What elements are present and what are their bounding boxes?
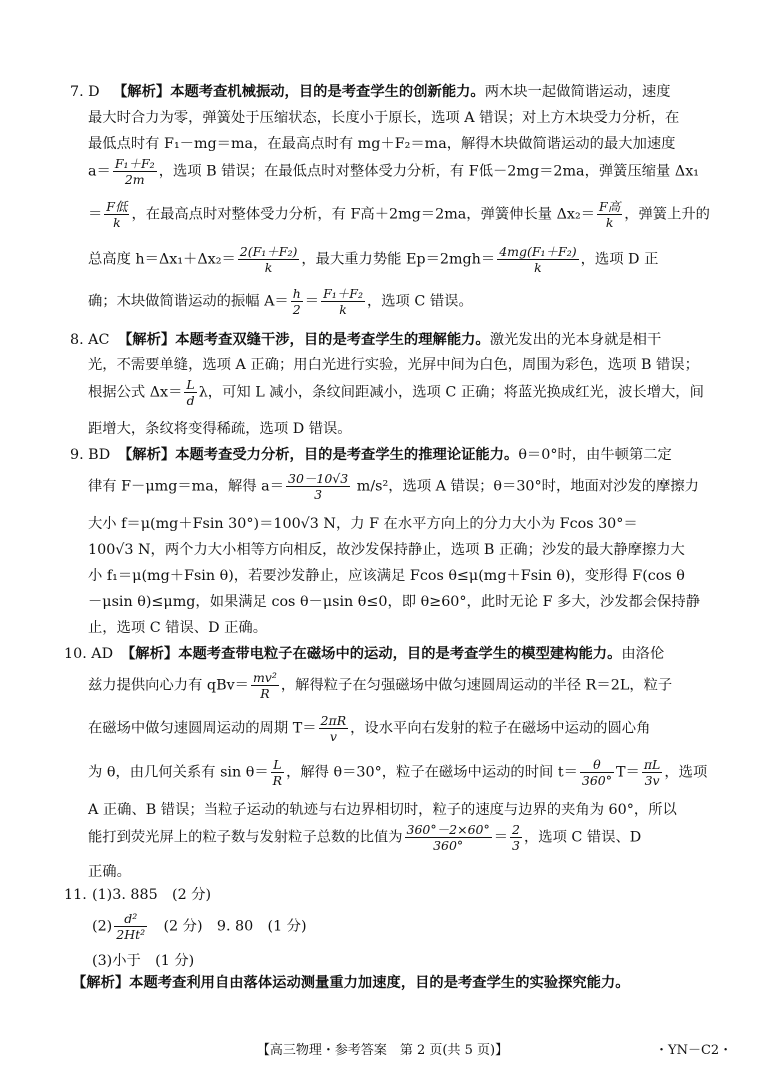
q7-fraction-dx2 xyxy=(597,199,622,230)
frac-den: v xyxy=(329,729,337,744)
q8-fraction-dx xyxy=(184,377,196,408)
q7-line-1 xyxy=(113,82,671,102)
q11-fraction-g xyxy=(114,911,147,942)
q7-fraction-ep xyxy=(497,244,578,275)
q9-line-3: 大小 f＝μ(mg＋Fsin 30°)＝100√3 N，力 F 在水平方向上的分力大小为 Fcos 30°＝ xyxy=(88,516,638,532)
frac-num: 30－10√3 xyxy=(288,471,349,486)
q9-line-4: 100√3 N，两个力大小相等方向相反，故沙发保持静止，选项 B 正确；沙发的最大静摩擦力大 xyxy=(88,542,685,558)
frac-num: L xyxy=(271,757,284,773)
q7-line-1-rest: 两木块一起做简谐运动，速度 xyxy=(484,84,671,100)
q11-p2-a: (2) xyxy=(92,918,113,935)
q10-l6-c: ，选项 C 错误、D xyxy=(523,829,642,846)
footer-code: ・YN－C2・ xyxy=(655,1043,733,1058)
q9-l2-b: m/s²，选项 A 错误；θ＝30°时，地面对沙发的摩擦力 xyxy=(352,478,699,495)
q8-line-3 xyxy=(88,377,704,408)
frac-den: 2m xyxy=(124,172,145,187)
q9-line-1-rest: θ＝0°时，由牛顿第二定 xyxy=(518,447,672,463)
q8-l3-a: 根据公式 Δx＝ xyxy=(88,384,183,401)
q10-lead: 本题考查带电粒子在磁场中的运动，目的是考查学生的模型建构能力。 xyxy=(178,646,622,662)
q9-line-2 xyxy=(88,471,699,502)
frac-num: πL xyxy=(643,757,661,772)
q7-l7-c: ，选项 C 错误。 xyxy=(366,293,473,310)
q10-l2-b: ，解得粒子在匀强磁场中做匀速圆周运动的半径 R＝2L，粒子 xyxy=(280,677,673,694)
q9-fraction-a xyxy=(286,471,350,502)
q7-l6-b: ，最大重力势能 Ep＝2mgh＝ xyxy=(301,251,496,268)
frac-num: 2 xyxy=(512,822,520,837)
q7-l5-c: ，弹簧上升的 xyxy=(624,206,710,223)
q7-fraction-dx1 xyxy=(104,199,129,230)
frac-num: F₁＋F₂ xyxy=(323,286,363,301)
frac-den: k xyxy=(339,302,347,317)
q9-tag: 【解析】 xyxy=(118,447,176,463)
frac-num: 2πR xyxy=(320,713,347,728)
q8-number: 8. AC xyxy=(70,332,110,348)
q7-fraction-a2 xyxy=(321,286,365,317)
q10-line-4 xyxy=(88,757,707,788)
frac-den: k xyxy=(113,215,121,230)
frac-den: R xyxy=(260,686,270,701)
q8-lead: 本题考查双缝干涉，目的是考查学生的理解能力。 xyxy=(175,332,490,348)
frac-den: 3 xyxy=(512,838,520,853)
frac-num: θ xyxy=(580,757,614,773)
frac-num: mv² xyxy=(252,670,277,685)
q7-l7-b: ＝ xyxy=(304,293,320,310)
frac-den: 2Ht² xyxy=(116,927,146,942)
q8-l3-b: λ，可知 L 减小，条纹间距减小，选项 C 正确；将蓝光换成红光，波长增大，间 xyxy=(198,384,704,401)
q7-l6-a: 总高度 h＝Δx₁＋Δx₂＝ xyxy=(88,251,236,268)
frac-den: k xyxy=(264,260,273,275)
q11-part-2 xyxy=(92,911,307,942)
q10-l4-b: ，解得 θ＝30°，粒子在磁场中运动的时间 t＝ xyxy=(286,764,578,781)
q10-l4-c: T＝ xyxy=(616,764,640,781)
q10-l4-d: ，选项 xyxy=(664,764,708,781)
q11-number: 11. xyxy=(64,887,87,903)
q8-line-4: 距增大，条纹将变得稀疏，选项 D 错误。 xyxy=(88,421,352,437)
q9-l2-a: 律有 F－μmg＝ma，解得 a＝ xyxy=(88,478,284,495)
frac-den: 3 xyxy=(314,487,323,502)
q10-l2-a: 兹力提供向心力有 qBv＝ xyxy=(88,677,249,694)
q10-l6-a: 能打到荧光屏上的粒子数与发射粒子总数的比值为 xyxy=(88,829,403,846)
frac-num: d² xyxy=(114,911,147,927)
q10-tag: 【解析】 xyxy=(121,646,179,662)
q10-l6-b: ＝ xyxy=(493,829,509,846)
q10-line-3 xyxy=(88,713,650,744)
q10-line-1 xyxy=(121,644,664,664)
frac-den: 360° xyxy=(433,838,464,853)
q7-fraction-acc xyxy=(113,156,157,187)
frac-den: 3v xyxy=(644,773,660,788)
q10-number: 10. AD xyxy=(64,646,114,662)
q9-line-1 xyxy=(118,445,672,465)
frac-den: d xyxy=(186,393,195,408)
q7-line-5 xyxy=(88,199,710,230)
q7-l6-c: ，选项 D 正 xyxy=(580,251,659,268)
q8-line-2: 光，不需要单缝，选项 A 正确；用白光进行实验，光屏中间为白色，周围为彩色，选项 B 错误； xyxy=(88,357,699,373)
q7-line-2: 最大时合力为零，弹簧处于压缩状态，长度小于原长，选项 A 错误；对上方木块受力分析，在 xyxy=(88,110,680,126)
q10-l4-a: 为 θ，由几何关系有 sin θ＝ xyxy=(88,764,269,781)
frac-num: F₁＋F₂ xyxy=(114,156,155,171)
q9-number: 9. BD xyxy=(70,447,111,463)
q10-fraction-two-thirds xyxy=(510,822,522,853)
q7-l7-a: 确；木块做简谐运动的振幅 A＝ xyxy=(88,293,289,310)
q10-fraction-ratio xyxy=(405,822,492,853)
frac-den: k xyxy=(605,215,614,230)
q10-fraction-period xyxy=(319,713,349,744)
frac-num: L xyxy=(186,377,195,392)
q8-line-1 xyxy=(118,330,661,350)
q7-lead: 本题考查机械振动，目的是考查学生的创新能力。 xyxy=(170,84,485,100)
frac-num: 2(F₁＋F₂) xyxy=(239,244,298,259)
q11-p2-b: (2 分) 9. 80 (1 分) xyxy=(149,918,307,935)
frac-den: k xyxy=(534,260,542,275)
q7-line-6 xyxy=(88,244,658,275)
q10-line-5: A 正确、B 错误；当粒子运动的轨迹与右边界相切时，粒子的速度与边界的夹角为 60°，所以 xyxy=(88,802,677,818)
q7-l5-b: ，在最高点时对整体受力分析，有 F高＋2mg＝2ma，弹簧伸长量 Δx₂＝ xyxy=(131,206,596,223)
q7-line-7 xyxy=(88,286,473,317)
footer-page-info: 【高三物理・参考答案 第 2 页(共 5 页)】 xyxy=(256,1043,509,1058)
q7-l4-a: a＝ xyxy=(88,163,111,180)
q10-line-1-rest: 由洛伦 xyxy=(621,646,665,662)
frac-num: F低 xyxy=(106,199,128,214)
frac-num: 360°－2×60° xyxy=(406,822,490,837)
q9-lead: 本题考查受力分析，目的是考查学生的推理论证能力。 xyxy=(175,447,519,463)
q10-line-7: 正确。 xyxy=(88,864,131,880)
q10-l3-b: ，设水平向右发射的粒子在磁场中运动的圆心角 xyxy=(350,720,651,737)
q10-fraction-theta xyxy=(580,757,614,788)
q8-line-1-rest: 激光发出的光本身就是相干 xyxy=(489,332,662,348)
q10-fraction-time xyxy=(642,757,663,788)
q7-tag: 【解析】 xyxy=(113,84,171,100)
q10-line-6 xyxy=(88,822,641,853)
q8-tag: 【解析】 xyxy=(118,332,176,348)
q11-part-3: (3)小于 (1 分) xyxy=(92,953,195,969)
q7-line-4 xyxy=(88,156,699,187)
q7-l5-a: ＝ xyxy=(88,206,103,223)
q7-l4-b: ，选项 B 错误；在最低点时对整体受力分析，有 F低－2mg＝2ma，弹簧压缩量 Δx₁ xyxy=(158,163,700,180)
frac-den: 360° xyxy=(581,773,612,788)
q10-l3-a: 在磁场中做匀速圆周运动的周期 T＝ xyxy=(88,720,317,737)
frac-num: h xyxy=(292,286,301,301)
q9-line-5: 小 f₁＝μ(mg＋Fsin θ)，若要沙发静止，应该满足 Fcos θ≤μ(mg＋Fsin θ)，变形得 F(cos θ xyxy=(88,568,685,584)
q9-line-7: 止，选项 C 错误、D 正确。 xyxy=(88,620,268,636)
frac-num: F高 xyxy=(599,199,621,214)
q7-fraction-a1 xyxy=(291,286,303,317)
frac-den: 2 xyxy=(292,302,301,317)
frac-num: 4mg(F₁＋F₂) xyxy=(499,244,577,259)
q7-line-3: 最低点时有 F₁－mg＝ma，在最高点时有 mg＋F₂＝ma，解得木块做简谐运动的最大加速度 xyxy=(88,136,676,152)
q10-fraction-force xyxy=(251,670,279,701)
q7-number: 7. D xyxy=(70,84,100,100)
q10-line-2 xyxy=(88,670,672,701)
q11-analysis: 【解析】本题考查利用自由落体运动测量重力加速度，目的是考查学生的实验探究能力。 xyxy=(72,975,630,991)
q7-fraction-h xyxy=(238,244,300,275)
q11-part-1: (1)3. 885 (2 分) xyxy=(92,887,212,903)
frac-den: R xyxy=(272,773,283,788)
q9-line-6: －μsin θ)≤μmg，如果满足 cos θ－μsin θ≤0，即 θ≥60°，此时无论 F 多大，沙发都会保持静 xyxy=(88,594,701,610)
q10-fraction-sin xyxy=(271,757,284,788)
